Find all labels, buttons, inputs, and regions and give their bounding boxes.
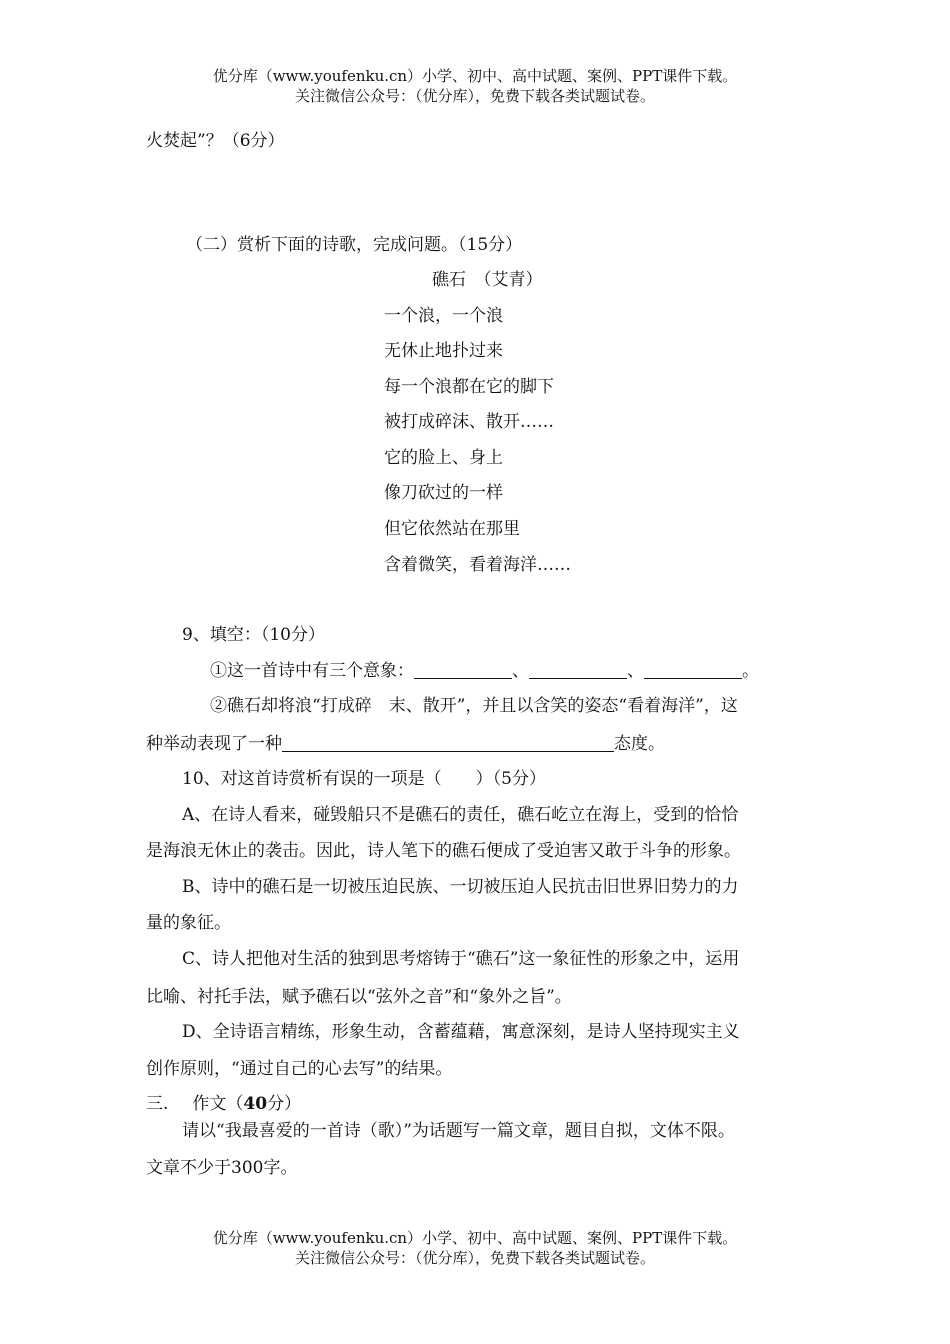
q9-item-2-prefix: 种举动表现了一种 (146, 734, 282, 754)
essay-prompt-line-2: 文章不少于300字。 (146, 1158, 298, 1178)
q10-option-b-line-1: B、诗中的礁石是一切被压迫民族、一切被压迫人民抗击旧世界旧势力的力 (182, 877, 739, 897)
period: 。 (742, 661, 759, 681)
q9-item-2-line-2 (146, 729, 665, 754)
q10-option-b-line-2: 量的象征。 (146, 913, 231, 933)
section-3-label: 作文（ (192, 1094, 244, 1114)
poem-line: 每一个浪都在它的脚下 (384, 377, 554, 397)
poem-line: 像刀砍过的一样 (384, 483, 503, 503)
q10-option-c-line-2: 比喻、衬托手法，赋予礁石以“弦外之音”和“象外之旨”。 (146, 987, 572, 1007)
separator: 、 (627, 661, 644, 681)
poem-line: 一个浪，一个浪 (384, 306, 503, 326)
footer-line-2: 关注微信公众号：（优分库），免费下载各类试题试卷。 (294, 1249, 655, 1267)
poem-line: 但它依然站在那里 (384, 519, 520, 539)
page-header (0, 66, 950, 106)
essay-prompt-line-1: 请以“我最喜爱的一首诗（歌）”为话题写一篇文章，题目自拟，文体不限。 (182, 1121, 735, 1141)
header-line-2: 关注微信公众号：（优分库），免费下载各类试题试卷。 (294, 87, 655, 105)
q10-option-c-line-1: C、诗人把他对生活的独到思考熔铸于“礁石”这一象征性的形象之中，运用 (182, 949, 740, 969)
separator: 、 (512, 661, 529, 681)
q10-option-a-line-2: 是海浪无休止的袭击。因此，诗人笔下的礁石便成了受迫害又敢于斗争的形象。 (146, 841, 741, 861)
section-3-points: 40 (243, 1094, 268, 1114)
section-3-number: 三. (146, 1094, 169, 1114)
answer-blank-3[interactable] (644, 660, 742, 679)
q10-option-a-line-1: A、在诗人看来，碰毁船只不是礁石的责任，礁石屹立在海上，受到的恰恰 (182, 805, 739, 825)
answer-blank-2[interactable] (529, 660, 627, 679)
q9-item-2-line-1: ②礁石却将浪“打成碎 末、散开”，并且以含笑的姿态“看着海洋”，这 (210, 696, 738, 716)
poem-title: 礁石 （艾青） (432, 270, 543, 290)
answer-blank-attitude[interactable] (282, 733, 614, 752)
poem-line: 它的脸上、身上 (384, 448, 503, 468)
poem-line: 无休止地扑过来 (384, 341, 503, 361)
page-footer (0, 1228, 950, 1268)
q10-option-d-line-2: 创作原则，“通过自己的心去写”的结果。 (146, 1059, 453, 1079)
q9-title: 9、填空：（10分） (182, 625, 325, 645)
header-line-1: 优分库（www.youfenku.cn）小学、初中、高中试题、案例、PPT课件下载。 (212, 67, 738, 85)
q9-item-1 (210, 656, 759, 681)
section-3-tail: 分） (267, 1094, 302, 1114)
q10-title: 10、对这首诗赏析有误的一项是（ ）（5分） (182, 769, 546, 789)
q9-item-1-prefix: ①这一首诗中有三个意象： (210, 661, 414, 681)
section-3-title (146, 1089, 301, 1114)
footer-line-1: 优分库（www.youfenku.cn）小学、初中、高中试题、案例、PPT课件下载。 (212, 1229, 738, 1247)
q9-item-2-suffix: 态度。 (614, 734, 665, 754)
answer-blank-1[interactable] (414, 660, 512, 679)
poem-line: 被打成碎沫、散开…… (384, 412, 554, 432)
section-2-title: （二）赏析下面的诗歌，完成问题。（15分） (186, 235, 523, 255)
poem-line: 含着微笑，看着海洋…… (384, 555, 571, 575)
q10-option-d-line-1: D、全诗语言精练，形象生动，含蓄蕴藉，寓意深刻，是诗人坚持现实主义 (182, 1022, 740, 1042)
continued-question-line: 火焚起”？（6分） (146, 131, 285, 151)
